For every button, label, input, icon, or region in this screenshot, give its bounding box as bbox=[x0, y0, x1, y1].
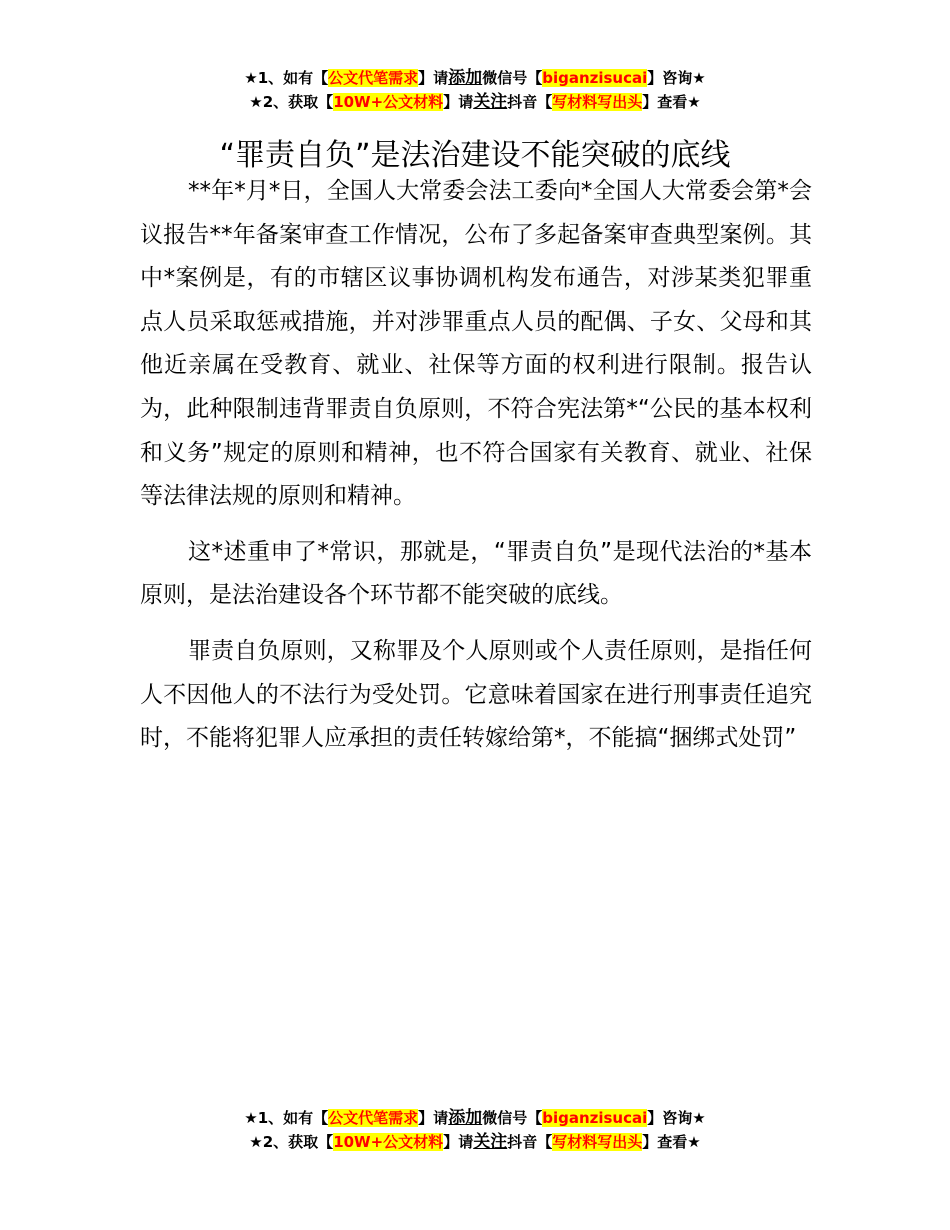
highlight-wechat-id: biganzisucai bbox=[542, 69, 648, 87]
paragraph: 罪责自负原则，又称罪及个人原则或个人责任原则，是指任何人不因他人的不法行为受处罚。它意味着国家在进行刑事责任追究时，不能将犯罪人应承担的责任转嫁给第*，不能搞“捆绑式处罚” bbox=[140, 637, 812, 752]
banner-text: 】查看★ bbox=[642, 93, 701, 111]
banner-text: ★1、如有【 bbox=[244, 1109, 329, 1127]
banner-emphasis: 添加 bbox=[448, 1108, 483, 1128]
banner-emphasis: 关注 bbox=[473, 1132, 508, 1152]
highlight-douyin-id: 写材料写出头 bbox=[552, 93, 643, 111]
banner-text: 】查看★ bbox=[642, 1133, 701, 1151]
paragraph: **年*月*日，全国人大常委会法工委向*全国人大常委会第*会议报告**年备案审查工作情况，公布了多起备案审查典型案例。其中*案例是，有的市辖区议事协调机构发布通告，对涉某类犯罪重点人员采取惩戒措施，并对涉罪重点人员的配偶、子女、父母和其他近亲属在受教育、就业、社保等方面的权利进行限制。报告认为，此种限制违背罪责自负原则，不符合宪法第*“公民的基本权利和义务”规定的原则和精神，也不符合国家有关教育、就业、社保等法律法规的原则和精神。 bbox=[140, 178, 812, 510]
banner-text: 微信号【 bbox=[482, 1109, 543, 1127]
highlight-service: 公文代笔需求 bbox=[328, 1109, 419, 1127]
paragraph: 这*述重申了*常识，那就是，“罪责自负”是现代法治的*基本原则，是法治建设各个环节都不能突破的底线。 bbox=[140, 538, 812, 609]
banner-text: 】咨询★ bbox=[647, 69, 706, 87]
highlight-materials: 10W+公文材料 bbox=[333, 93, 444, 111]
banner-text: ★1、如有【 bbox=[244, 69, 329, 87]
banner-text: ★2、获取【 bbox=[249, 1133, 334, 1151]
highlight-materials: 10W+公文材料 bbox=[333, 1133, 444, 1151]
header-banner bbox=[0, 66, 950, 114]
banner-text: 】请 bbox=[418, 1109, 449, 1127]
banner-text: 微信号【 bbox=[482, 69, 543, 87]
footer-banner bbox=[0, 1106, 950, 1154]
document-title: “罪责自负”是法治建设不能突破的底线 bbox=[219, 138, 731, 174]
banner-text: 】请 bbox=[418, 69, 449, 87]
document-body bbox=[140, 170, 812, 773]
banner-text: 抖音【 bbox=[507, 93, 553, 111]
highlight-wechat-id: biganzisucai bbox=[542, 1109, 648, 1127]
banner-line-2 bbox=[0, 90, 950, 114]
banner-text: 】咨询★ bbox=[647, 1109, 706, 1127]
banner-text: ★2、获取【 bbox=[249, 93, 334, 111]
banner-line-1 bbox=[0, 66, 950, 90]
highlight-service: 公文代笔需求 bbox=[328, 69, 419, 87]
banner-text: 抖音【 bbox=[507, 1133, 553, 1151]
banner-text: 】请 bbox=[443, 1133, 474, 1151]
banner-emphasis: 关注 bbox=[473, 92, 508, 112]
banner-line-1 bbox=[0, 1106, 950, 1130]
highlight-douyin-id: 写材料写出头 bbox=[552, 1133, 643, 1151]
banner-line-2 bbox=[0, 1130, 950, 1154]
banner-text: 】请 bbox=[443, 93, 474, 111]
banner-emphasis: 添加 bbox=[448, 68, 483, 88]
